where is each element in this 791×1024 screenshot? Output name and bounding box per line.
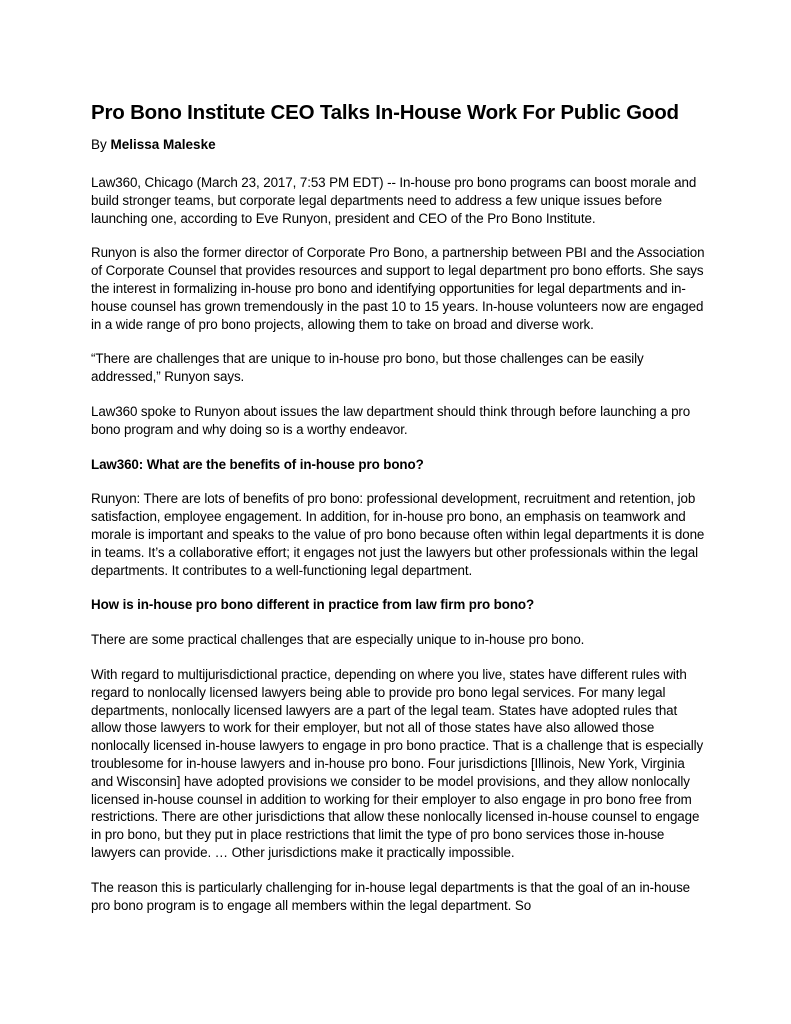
article-paragraph: Runyon: There are lots of benefits of pro bono: professional development, recruitment and retention, job satisfaction, employee engagement. In addition, for in-house pro bono, an emphasis on teamwork and morale is important and speaks to the value of pro bono because often within legal departments it is done in teams. It’s a collaborative effort; it engages not just the lawyers but other professionals within the legal departments. It contributes to a well-functioning legal department. <box>91 491 705 578</box>
author-name: Melissa Maleske <box>110 137 216 152</box>
byline <box>91 136 705 153</box>
question-heading: Law360: What are the benefits of in-house pro bono? <box>91 456 424 472</box>
article-paragraph: The reason this is particularly challenging for in-house legal departments is that the goal of an in-house pro bono program is to engage all members within the legal department. So <box>91 879 691 913</box>
article-paragraph: There are some practical challenges that are especially unique to in-house pro bono. <box>91 632 585 648</box>
article-paragraph: Law360 spoke to Runyon about issues the law department should think through before launching a pro bono program and why doing so is a worthy endeavor. <box>91 403 691 437</box>
article-paragraph: Runyon is also the former director of Corporate Pro Bono, a partnership between PBI and the Association of Corporate Counsel that provides resources and support to legal department pro bono efforts. She says the interest in formalizing in-house pro bono and identifying opportunities for legal departments and in-house counsel has grown tremendously in the past 10 to 15 years. In-house volunteers now are engaged in a wide range of pro bono projects, allowing them to take on broad and diverse work. <box>91 245 705 332</box>
article-paragraph: With regard to multijurisdictional practice, depending on where you live, states have different rules with regard to nonlocally licensed lawyers being able to provide pro bono legal services. For many legal departments, nonlocally licensed lawyers are a part of the legal team. States have adopted rules that allow those lawyers to work for their employer, but not all of those states have also allowed those nonlocally licensed in-house lawyers to engage in pro bono practice. That is a challenge that is especially troublesome for in-house lawyers and in-house pro bono. Four jurisdictions [Illinois, New York, Virginia and Wisconsin] have adopted provisions we consider to be model provisions, and they allow nonlocally licensed in-house counsel in addition to working for their employer to also engage in pro bono free from restrictions. There are other jurisdictions that allow these nonlocally licensed in-house counsel to engage in pro bono, but they put in place restrictions that limit the type of pro bono services those in-house lawyers can provide. … Other jurisdictions make it practically impossible. <box>91 666 704 860</box>
article-title: Pro Bono Institute CEO Talks In-House Work For Public Good <box>91 101 679 124</box>
article-page <box>91 100 705 931</box>
article-paragraph: Law360, Chicago (March 23, 2017, 7:53 PM EDT) -- In-house pro bono programs can boost morale and build stronger teams, but corporate legal departments need to address a few unique issues before launching one, according to Eve Runyon, president and CEO of the Pro Bono Institute. <box>91 175 697 226</box>
question-heading: How is in-house pro bono different in practice from law firm pro bono? <box>91 597 535 613</box>
article-paragraph: “There are challenges that are unique to in-house pro bono, but those challenges can be easily addressed,” Runyon says. <box>91 351 644 385</box>
byline-prefix: By <box>91 137 111 152</box>
